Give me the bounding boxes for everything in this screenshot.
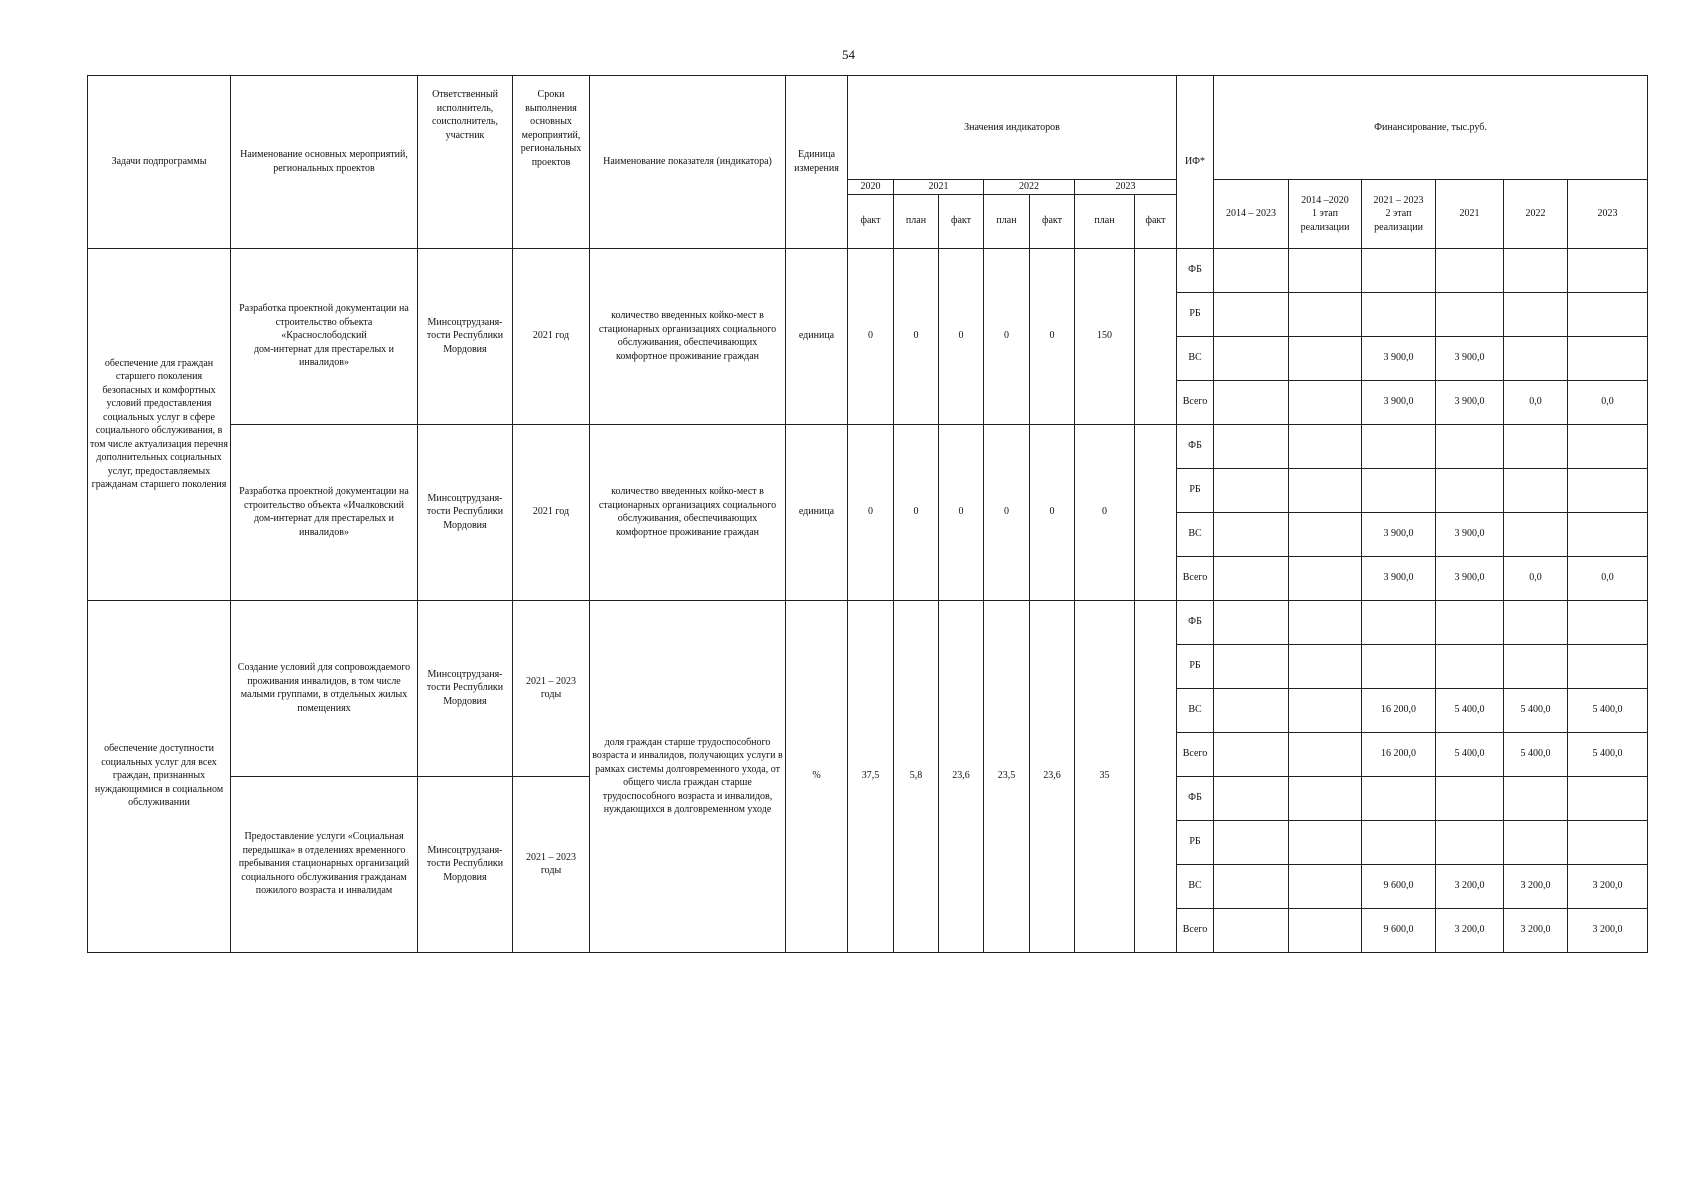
fin-source: ФБ bbox=[1177, 248, 1214, 292]
fin-source: ВС bbox=[1177, 864, 1214, 908]
indicator-value: 0 bbox=[848, 424, 894, 600]
sub-head-plan: план bbox=[984, 194, 1030, 248]
fin-value bbox=[1289, 556, 1362, 600]
fin-col-2022: 2022 bbox=[1504, 180, 1568, 249]
fin-value: 3 200,0 bbox=[1436, 908, 1504, 952]
fin-value bbox=[1504, 820, 1568, 864]
fin-value: 5 400,0 bbox=[1436, 688, 1504, 732]
fin-value bbox=[1436, 600, 1504, 644]
fin-value bbox=[1568, 776, 1648, 820]
fin-value: 3 200,0 bbox=[1568, 864, 1648, 908]
fin-value: 3 900,0 bbox=[1362, 336, 1436, 380]
fin-source: ВС bbox=[1177, 336, 1214, 380]
fin-value bbox=[1289, 732, 1362, 776]
fin-value bbox=[1568, 292, 1648, 336]
col-head-terms: Сроки выполнения основных мероприятий, региональных проектов bbox=[513, 76, 590, 249]
fin-value bbox=[1214, 380, 1289, 424]
fin-value bbox=[1436, 292, 1504, 336]
fin-value bbox=[1289, 248, 1362, 292]
fin-value: 3 900,0 bbox=[1436, 512, 1504, 556]
fin-value bbox=[1568, 512, 1648, 556]
term-cell: 2021 год bbox=[513, 248, 590, 424]
indicator-value: 0 bbox=[984, 424, 1030, 600]
col-head-if: ИФ* bbox=[1177, 76, 1214, 249]
fin-value bbox=[1214, 556, 1289, 600]
fin-value bbox=[1568, 248, 1648, 292]
indicator-value: 35 bbox=[1075, 600, 1135, 952]
fin-value bbox=[1568, 820, 1648, 864]
indicator-value: 37,5 bbox=[848, 600, 894, 952]
fin-value bbox=[1214, 908, 1289, 952]
sub-head-plan: план bbox=[894, 194, 939, 248]
indicator-value: 0 bbox=[894, 424, 939, 600]
fin-col-2014-2023: 2014 – 2023 bbox=[1214, 180, 1289, 249]
unit-cell: % bbox=[786, 600, 848, 952]
fin-value bbox=[1504, 468, 1568, 512]
fin-value bbox=[1568, 468, 1648, 512]
fin-value: 0,0 bbox=[1568, 380, 1648, 424]
indicator-value bbox=[1135, 600, 1177, 952]
fin-value bbox=[1436, 248, 1504, 292]
year-2023: 2023 bbox=[1075, 180, 1177, 195]
executor-cell: Минсоцтрудзаня-тости Республики Мордовия bbox=[418, 248, 513, 424]
table-row bbox=[88, 600, 1648, 644]
fin-value: 9 600,0 bbox=[1362, 864, 1436, 908]
fin-value bbox=[1436, 424, 1504, 468]
sub-head-fact: факт bbox=[1135, 194, 1177, 248]
measure-cell: Разработка проектной документации на строительство объекта «Краснослободский дом-интернат для престарелых и инвалидов» bbox=[231, 248, 418, 424]
fin-value bbox=[1214, 864, 1289, 908]
fin-value bbox=[1568, 644, 1648, 688]
indicator-value: 23,5 bbox=[984, 600, 1030, 952]
term-cell: 2021 год bbox=[513, 424, 590, 600]
unit-cell: единица bbox=[786, 424, 848, 600]
indicator-cell: количество введенных койко-мест в стационарных организациях социального обслуживания, обеспечивающих комфортное проживание граждан bbox=[590, 424, 786, 600]
fin-value: 3 900,0 bbox=[1436, 380, 1504, 424]
fin-value: 0,0 bbox=[1504, 380, 1568, 424]
fin-value: 3 200,0 bbox=[1436, 864, 1504, 908]
fin-value bbox=[1504, 336, 1568, 380]
fin-source: Всего bbox=[1177, 908, 1214, 952]
fin-value bbox=[1214, 820, 1289, 864]
fin-value bbox=[1289, 864, 1362, 908]
fin-source: ФБ bbox=[1177, 600, 1214, 644]
fin-value bbox=[1362, 468, 1436, 512]
fin-value bbox=[1362, 600, 1436, 644]
fin-value bbox=[1289, 380, 1362, 424]
fin-value bbox=[1214, 468, 1289, 512]
fin-value: 5 400,0 bbox=[1436, 732, 1504, 776]
year-2020: 2020 bbox=[848, 180, 894, 195]
fin-value: 16 200,0 bbox=[1362, 732, 1436, 776]
fin-value bbox=[1214, 644, 1289, 688]
fin-col-stage1: 2014 –2020 1 этап реализации bbox=[1289, 180, 1362, 249]
page-number: 54 bbox=[842, 47, 855, 62]
indicator-value: 0 bbox=[894, 248, 939, 424]
fin-value: 16 200,0 bbox=[1362, 688, 1436, 732]
fin-value: 3 900,0 bbox=[1362, 512, 1436, 556]
fin-value bbox=[1436, 820, 1504, 864]
sub-head-fact: факт bbox=[848, 194, 894, 248]
year-2022: 2022 bbox=[984, 180, 1075, 195]
fin-value: 3 900,0 bbox=[1436, 556, 1504, 600]
fin-value bbox=[1214, 336, 1289, 380]
fin-source: Всего bbox=[1177, 380, 1214, 424]
sub-head-plan: план bbox=[1075, 194, 1135, 248]
year-2021: 2021 bbox=[894, 180, 984, 195]
fin-value bbox=[1289, 512, 1362, 556]
fin-value bbox=[1362, 644, 1436, 688]
fin-value bbox=[1504, 512, 1568, 556]
fin-value bbox=[1568, 600, 1648, 644]
indicator-value: 23,6 bbox=[1030, 600, 1075, 952]
fin-value bbox=[1214, 732, 1289, 776]
fin-value bbox=[1362, 292, 1436, 336]
term-cell: 2021 – 2023 годы bbox=[513, 776, 590, 952]
indicator-value: 0 bbox=[1075, 424, 1135, 600]
fin-col-2023: 2023 bbox=[1568, 180, 1648, 249]
fin-value bbox=[1289, 688, 1362, 732]
fin-value bbox=[1436, 644, 1504, 688]
fin-source: РБ bbox=[1177, 644, 1214, 688]
program-table bbox=[87, 75, 1648, 953]
fin-source: ВС bbox=[1177, 688, 1214, 732]
fin-value: 3 900,0 bbox=[1436, 336, 1504, 380]
task-cell: обеспечение доступности социальных услуг для всех граждан, признанных нуждающимися в социальном обслуживании bbox=[88, 600, 231, 952]
fin-source: РБ bbox=[1177, 292, 1214, 336]
fin-source: ФБ bbox=[1177, 424, 1214, 468]
fin-value bbox=[1436, 776, 1504, 820]
fin-value: 0,0 bbox=[1568, 556, 1648, 600]
executor-cell: Минсоцтрудзаня-тости Республики Мордовия bbox=[418, 776, 513, 952]
executor-cell: Минсоцтрудзаня-тости Республики Мордовия bbox=[418, 600, 513, 776]
fin-value bbox=[1504, 424, 1568, 468]
fin-value: 3 900,0 bbox=[1362, 380, 1436, 424]
fin-value bbox=[1362, 820, 1436, 864]
fin-col-2021: 2021 bbox=[1436, 180, 1504, 249]
fin-value bbox=[1362, 424, 1436, 468]
fin-value: 0,0 bbox=[1504, 556, 1568, 600]
fin-source: РБ bbox=[1177, 468, 1214, 512]
table-row bbox=[88, 424, 1648, 468]
indicator-value: 0 bbox=[1030, 248, 1075, 424]
fin-value bbox=[1568, 424, 1648, 468]
col-head-indicator-values: Значения индикаторов bbox=[848, 76, 1177, 180]
fin-value bbox=[1289, 776, 1362, 820]
fin-value bbox=[1289, 908, 1362, 952]
table-row bbox=[88, 248, 1648, 292]
fin-value bbox=[1504, 776, 1568, 820]
col-head-unit: Единица измерения bbox=[786, 76, 848, 249]
unit-cell: единица bbox=[786, 248, 848, 424]
fin-value bbox=[1289, 600, 1362, 644]
measure-cell: Предоставление услуги «Социальная передышка» в отделениях временного пребывания стационарных организаций социального обслуживания гражданам пожилого возраста и инвалидам bbox=[231, 776, 418, 952]
fin-value bbox=[1289, 468, 1362, 512]
indicator-value: 23,6 bbox=[939, 600, 984, 952]
fin-value bbox=[1289, 336, 1362, 380]
fin-value bbox=[1504, 248, 1568, 292]
fin-value bbox=[1289, 820, 1362, 864]
sub-head-fact: факт bbox=[1030, 194, 1075, 248]
indicator-cell: доля граждан старше трудоспособного возраста и инвалидов, получающих услуги в рамках системы долговременного ухода, от общего числа граждан старше трудоспособного возраста и инвалидов, нуждающихся в долговременном уходе bbox=[590, 600, 786, 952]
indicator-value: 5,8 bbox=[894, 600, 939, 952]
fin-value: 5 400,0 bbox=[1504, 688, 1568, 732]
fin-value: 5 400,0 bbox=[1568, 732, 1648, 776]
fin-value: 5 400,0 bbox=[1568, 688, 1648, 732]
fin-value bbox=[1289, 292, 1362, 336]
fin-value bbox=[1504, 644, 1568, 688]
measure-cell: Разработка проектной документации на строительство объекта «Ичалковский дом-интернат для престарелых и инвалидов» bbox=[231, 424, 418, 600]
fin-value: 3 200,0 bbox=[1504, 864, 1568, 908]
fin-value bbox=[1504, 600, 1568, 644]
fin-value bbox=[1214, 292, 1289, 336]
indicator-value: 0 bbox=[939, 248, 984, 424]
indicator-value: 150 bbox=[1075, 248, 1135, 424]
fin-value bbox=[1214, 776, 1289, 820]
indicator-value: 0 bbox=[848, 248, 894, 424]
indicator-value: 0 bbox=[1030, 424, 1075, 600]
fin-value: 3 900,0 bbox=[1362, 556, 1436, 600]
indicator-value: 0 bbox=[939, 424, 984, 600]
fin-value bbox=[1289, 644, 1362, 688]
col-head-task: Задачи подпрограммы bbox=[88, 76, 231, 249]
indicator-value bbox=[1135, 424, 1177, 600]
fin-value bbox=[1568, 336, 1648, 380]
fin-value bbox=[1436, 468, 1504, 512]
col-head-executor: Ответственный исполнитель, соисполнитель, участник bbox=[418, 76, 513, 249]
fin-source: РБ bbox=[1177, 820, 1214, 864]
fin-source: Всего bbox=[1177, 556, 1214, 600]
fin-source: ВС bbox=[1177, 512, 1214, 556]
indicator-value bbox=[1135, 248, 1177, 424]
fin-value: 3 200,0 bbox=[1504, 908, 1568, 952]
term-cell: 2021 – 2023 годы bbox=[513, 600, 590, 776]
fin-value bbox=[1214, 600, 1289, 644]
indicator-cell: количество введенных койко-мест в стационарных организациях социального обслуживания, обеспечивающих комфортное проживание граждан bbox=[590, 248, 786, 424]
task-cell: обеспечение для граждан старшего поколения безопасных и комфортных условий предоставления социальных услуг в сфере социального обслуживания, в том числе актуализация перечня дополнительных социальных услуг, предоставляемых гражданам старшего поколения bbox=[88, 248, 231, 600]
fin-value bbox=[1289, 424, 1362, 468]
fin-value: 9 600,0 bbox=[1362, 908, 1436, 952]
fin-value: 3 200,0 bbox=[1568, 908, 1648, 952]
fin-value bbox=[1362, 248, 1436, 292]
col-head-indicator: Наименование показателя (индикатора) bbox=[590, 76, 786, 249]
fin-col-stage2: 2021 – 2023 2 этап реализации bbox=[1362, 180, 1436, 249]
fin-value bbox=[1214, 424, 1289, 468]
col-head-measures: Наименование основных мероприятий, региональных проектов bbox=[231, 76, 418, 249]
fin-source: Всего bbox=[1177, 732, 1214, 776]
fin-value bbox=[1504, 292, 1568, 336]
fin-source: ФБ bbox=[1177, 776, 1214, 820]
fin-value bbox=[1214, 688, 1289, 732]
executor-cell: Минсоцтрудзаня-тости Республики Мордовия bbox=[418, 424, 513, 600]
fin-value bbox=[1214, 512, 1289, 556]
col-head-financing: Финансирование, тыс.руб. bbox=[1214, 76, 1648, 180]
fin-value bbox=[1362, 776, 1436, 820]
fin-value: 5 400,0 bbox=[1504, 732, 1568, 776]
sub-head-fact: факт bbox=[939, 194, 984, 248]
fin-value bbox=[1214, 248, 1289, 292]
indicator-value: 0 bbox=[984, 248, 1030, 424]
measure-cell: Создание условий для сопровождаемого проживания инвалидов, в том числе малыми группами, в отдельных жилых помещениях bbox=[231, 600, 418, 776]
